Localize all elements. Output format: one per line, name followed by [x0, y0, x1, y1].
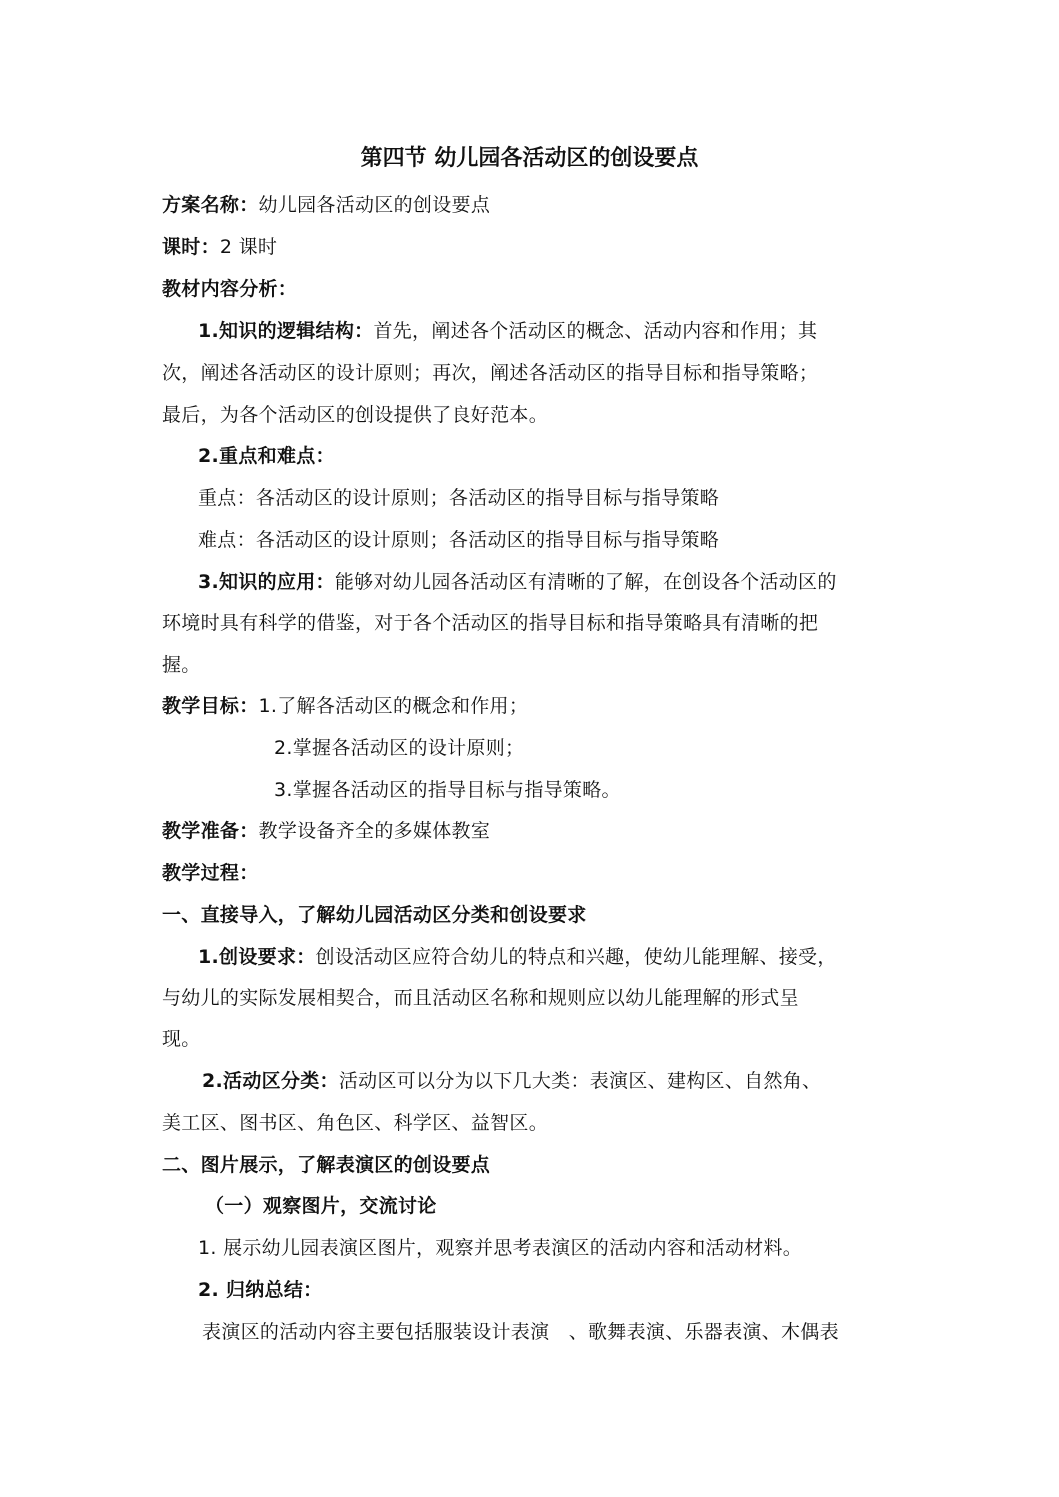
area-classification-label: 2.活动区分类：	[202, 1070, 339, 1092]
logic-structure-line-2: 次，阐述各活动区的设计原则；再次，阐述各活动区的指导目标和指导策略；	[162, 362, 819, 384]
teaching-prep-value: 教学设备齐全的多媒体教室	[258, 820, 491, 842]
logic-structure-label: 1.知识的逻辑结构：	[198, 320, 374, 342]
logic-structure-text-1: 首先，阐述各个活动区的概念、活动内容和作用；其	[373, 320, 818, 342]
teaching-goal-3: 3.掌握各活动区的指导目标与指导策略。	[274, 779, 621, 801]
creation-requirements-line-2: 与幼儿的实际发展相契合，而且活动区名称和规则应以幼儿能理解的形式呈	[162, 987, 799, 1009]
analysis-heading: 教材内容分析：	[162, 278, 298, 300]
creation-requirements-text-1: 创设活动区应符合幼儿的特点和兴趣，使幼儿能理解、接受，	[315, 946, 837, 968]
creation-requirements-line-1	[198, 945, 837, 969]
application-line-1	[198, 570, 837, 594]
page-title: 第四节 幼儿园各活动区的创设要点	[360, 145, 699, 171]
creation-requirements-line-3: 现。	[162, 1028, 201, 1050]
area-classification-line-2: 美工区、图书区、角色区、科学区、益智区。	[162, 1112, 549, 1134]
logic-structure-line-3: 最后，为各个活动区的创设提供了良好范本。	[162, 404, 549, 426]
logic-structure-line-1	[198, 319, 817, 343]
teaching-goal-1: 1.了解各活动区的概念和作用；	[258, 695, 529, 717]
class-hours-value: 2 课时	[219, 236, 278, 258]
teaching-prep-line	[162, 819, 490, 843]
plan-name-value: 幼儿园各活动区的创设要点	[258, 194, 491, 216]
show-pictures-item: 1. 展示幼儿园表演区图片，观察并思考表演区的活动内容和活动材料。	[198, 1237, 803, 1259]
difficult-point-text: 难点：各活动区的设计原则；各活动区的指导目标与指导策略	[198, 529, 720, 551]
area-classification-text-1: 活动区可以分为以下几大类：表演区、建构区、自然角、	[338, 1070, 822, 1092]
teaching-process-heading: 教学过程：	[162, 862, 259, 884]
application-label: 3.知识的应用：	[198, 571, 335, 593]
application-line-2: 环境时具有科学的借鉴，对于各个活动区的指导目标和指导策略具有清晰的把	[162, 612, 819, 634]
class-hours-line	[162, 235, 277, 259]
creation-requirements-label: 1.创设要求：	[198, 946, 316, 968]
section-2-heading: 二、图片展示，了解表演区的创设要点	[162, 1154, 491, 1176]
key-points-heading: 2.重点和难点：	[198, 445, 335, 467]
key-point-text: 重点：各活动区的设计原则；各活动区的指导目标与指导策略	[198, 487, 720, 509]
subsection-1-heading: （一）观察图片，交流讨论	[205, 1195, 437, 1217]
teaching-goal-2: 2.掌握各活动区的设计原则；	[274, 737, 525, 759]
plan-name-line	[162, 193, 490, 217]
section-1-heading: 一、直接导入，了解幼儿园活动区分类和创设要求	[162, 904, 587, 926]
application-text-1: 能够对幼儿园各活动区有清晰的了解，在创设各个活动区的	[334, 571, 837, 593]
performance-area-content: 表演区的活动内容主要包括服装设计表演 、歌舞表演、乐器表演、木偶表	[202, 1321, 839, 1343]
class-hours-label: 课时：	[162, 236, 220, 258]
application-line-3: 握。	[162, 654, 201, 676]
teaching-prep-label: 教学准备：	[162, 820, 259, 842]
teaching-goals-label: 教学目标：	[162, 695, 259, 717]
summary-heading: 2. 归纳总结：	[198, 1279, 323, 1301]
teaching-goals-line-1	[162, 694, 528, 718]
plan-name-label: 方案名称：	[162, 194, 259, 216]
area-classification-line-1	[202, 1069, 821, 1093]
